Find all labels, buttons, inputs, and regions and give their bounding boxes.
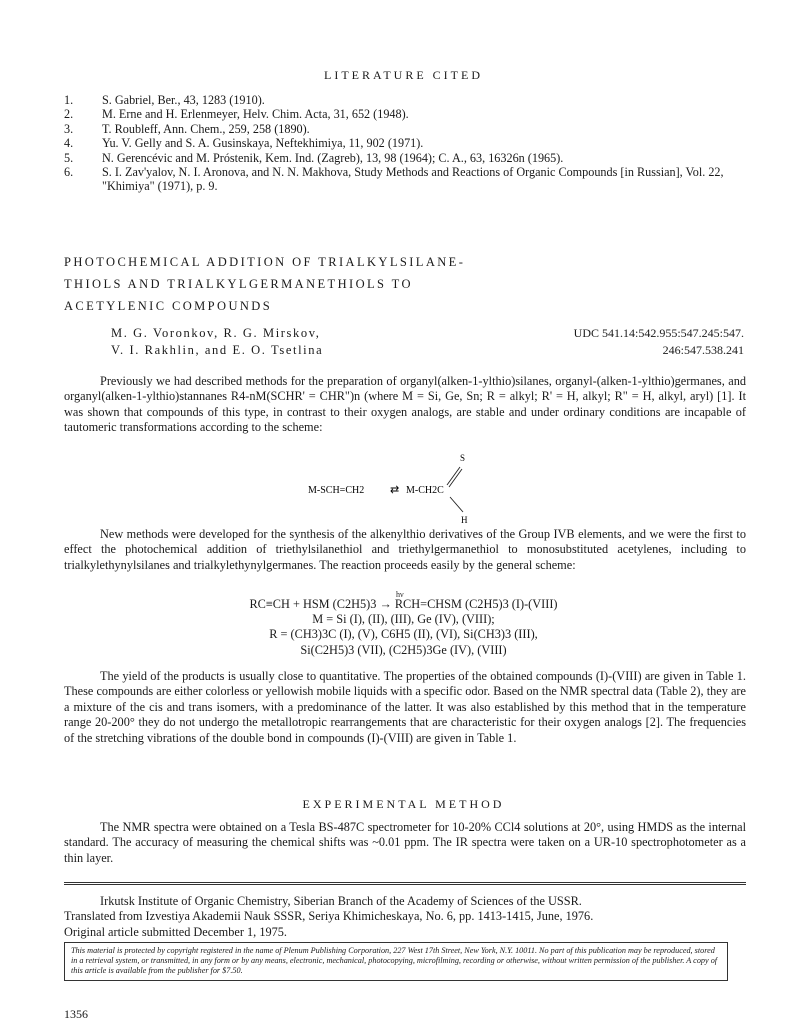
literature-heading: LITERATURE CITED	[324, 68, 483, 82]
affiliation-block: Irkutsk Institute of Organic Chemistry, Siberian Branch of the Academy of Sciences of the USSR. Translated from Izvestiya Akademii Nauk SSSR, Seriya Khimicheskaya, No. 6, pp. 1413-1415, June, 1976. Original article submitted December 1, 1975.	[64, 894, 594, 939]
reference-item: 3. T. Roubleff, Ann. Chem., 259, 258 (1890).	[64, 121, 310, 136]
footer-divider	[64, 884, 746, 885]
reaction-equation: hν RC≡CH + HSM (C2H5)3 → RCH=CHSM (C2H5)3 (I)-(VIII) M = Si (I), (II), (III), Ge (IV), (VIII); R = (CH3)3C (I), (V), C6H5 (II), (VI), Si(CH3)3 (III), Si(C2H5)3 (VII), (C2H5)3Ge (IV), (VIII)	[0, 597, 807, 658]
hv-label: hν	[396, 590, 404, 599]
page-number: 1356	[64, 1007, 88, 1021]
sulfur-atom: S	[460, 453, 466, 463]
equilibrium-arrow: ⇄	[390, 484, 400, 496]
scheme-right: M-CH2C	[406, 485, 444, 496]
reference-item: 2. M. Erne and H. Erlenmeyer, Helv. Chim. Acta, 31, 652 (1948).	[64, 107, 409, 122]
scheme-left: M-SCH=CH2	[308, 485, 365, 496]
methods-paragraph: New methods were developed for the synthesis of the alkenylthio derivatives of the Group IVB elements, and we were the first to effect the photochemical addition of triethylsilanethiol and triethylgermanethiol to monosubstituted acetylenes, including to trialkylethynylsilanes and trialkylethynylgermanes. The reaction proceeds easily by the general scheme:	[64, 527, 746, 572]
author-list: M. G. Voronkov, R. G. Mirskov, V. I. Rakhlin, and E. O. Tsetlina	[111, 326, 324, 357]
reference-item: 6. S. I. Zav'yalov, N. I. Aronova, and N. N. Makhova, Study Methods and Reactions of Organic Compounds [in Russian], Vol. 22, "Khimiya" (1971), p. 9.	[64, 165, 724, 194]
reference-list	[64, 93, 744, 194]
article-title: PHOTOCHEMICAL ADDITION OF TRIALKYLSILANE- THIOLS AND TRIALKYLGERMANETHIOLS TO ACETYLENIC COMPOUNDS	[64, 255, 466, 313]
bond-line	[449, 469, 462, 487]
reference-item: 4. Yu. V. Gelly and S. A. Gusinskaya, Neftekhimiya, 11, 902 (1971).	[64, 136, 424, 151]
copyright-notice: This material is protected by copyright registered in the name of Plenum Publishing Corporation, 227 West 17th Street, New York, N.Y. 10011. No part of this publication may be reproduced, stored in a retrieval system, or transmitted, in any form or by any means, electronic, mechanical, photocopying, microfilming, recording or otherwise, without written permission of the publisher. A copy of this article is available from the publisher for $7.50.	[64, 942, 728, 981]
intro-paragraph: Previously we had described methods for the preparation of organyl(alken-1-ylthio)silanes, organyl-(alken-1-ylthio)germanes, and organyl(alken-1-ylthio)stannanes R4-nM(SCHR' = CHR")n (where M = Si, Ge, Sn; R = alkyl; R' = H, alkyl; R" = H, alkyl, aryl) [1]. It was shown that compounds of this type, in contrast to their oxygen analogs, are stable and under ordinary conditions are incapable of tautomeric transformations according to the scheme:	[64, 374, 746, 435]
experimental-paragraph: The NMR spectra were obtained on a Tesla BS-487C spectrometer for 10-20% CCl4 solutions at 20°, using HMDS as the internal standard. The accuracy of measuring the chemical shifts was ~0.01 ppm. The IR spectra were taken on a UR-10 spectrophotometer as a thin layer.	[64, 820, 746, 865]
udc-code: UDC 541.14:542.955:547.245:547. 246:547.538.241	[573, 326, 744, 357]
reference-item: 5. N. Gerencévic and M. Próstenik, Kem. Ind. (Zagreb), 13, 98 (1964); C. A., 63, 16326n (1965).	[64, 150, 564, 165]
footer-divider	[64, 882, 746, 883]
reference-item: 1. S. Gabriel, Ber., 43, 1283 (1910).	[64, 93, 265, 107]
bond-line	[447, 467, 460, 485]
bond-line	[450, 497, 463, 512]
results-paragraph: The yield of the products is usually close to quantitative. The properties of the obtained compounds (I)-(VIII) are given in Table 1. These compounds are either colorless or yellowish mobile liquids with a specific odor. Based on the NMR spectral data (Table 2), they are a mixture of the cis and trans isomers, with a predominance of the latter. It was also established by this method that in the temperature range 20-200° they do not undergo the metallotropic rearrangements that are characteristic for their oxygen analogs [2]. The frequencies of the stretching vibrations of the double bond in compounds (I)-(VIII) are given in Table 1.	[64, 669, 746, 745]
experimental-heading: EXPERIMENTAL METHOD	[302, 797, 505, 811]
tautomer-scheme	[300, 445, 530, 525]
hydrogen-atom: H	[461, 515, 468, 525]
